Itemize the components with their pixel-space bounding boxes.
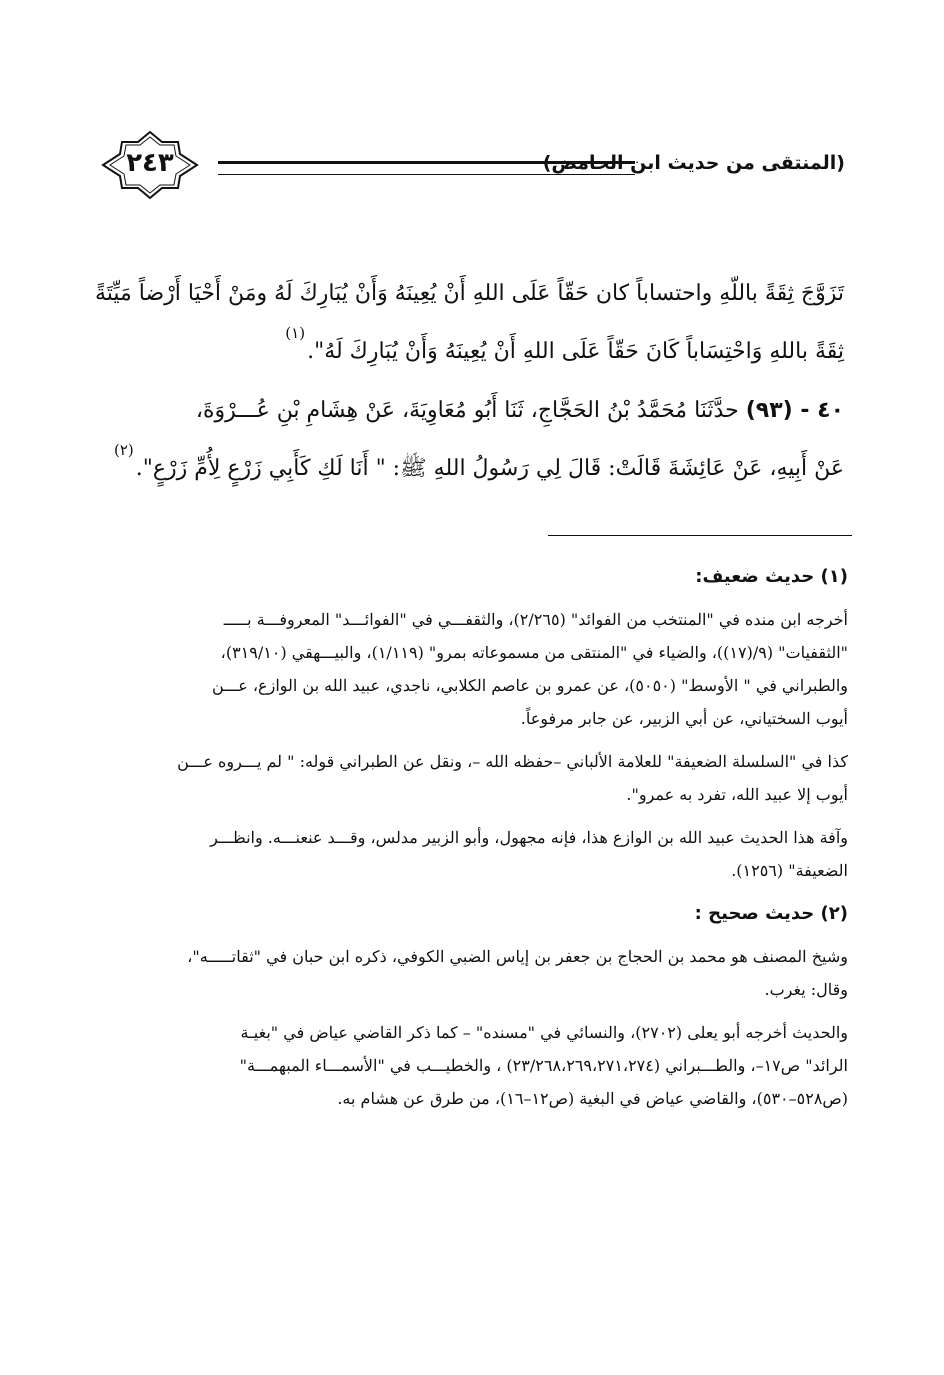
main-text xyxy=(94,265,844,499)
footnote-line: الرائد" ص١٧–، والطـــبراني (٢٣/٢٦٨،٢٦٩،٢٧١،٢٧٤) ، والخطيـــب في "الأسمـــاء المبهمـــة" xyxy=(239,1056,848,1075)
footnote-paragraph xyxy=(108,603,848,735)
footnote-line: والطبراني في " الأوسط" (٥٠٥٠)، عن عمرو بن عاصم الكلابي، ناجدي، عبيد الله بن الوازع، عـــن xyxy=(212,676,848,695)
page-number-badge xyxy=(100,130,200,200)
footnote-ref: (٢) xyxy=(113,441,134,459)
main-line-text: ثِقَةً باللهِ وَاحْتِسَاباً كَانَ حَقّاً عَلَى اللهِ أَنْ يُعِينَهُ وَأَنْ يُبَارِكَ لَهُ". xyxy=(307,339,844,364)
footnote-heading: (٢) حديث صحيح : xyxy=(694,903,848,924)
footnotes xyxy=(108,560,848,1125)
hadith-number: ٤٠ - (٩٣) xyxy=(745,398,844,423)
footnote-line: والحديث أخرجه أبو يعلى (٢٧٠٢)، والنسائي في "مسنده" – كما ذكر القاضي عياض في "بغيـة xyxy=(240,1023,848,1042)
main-line xyxy=(104,323,844,382)
main-line-text: حدَّثَنَا مُحَمَّدُ بْنُ الحَجَّاجِ، ثَنَا أَبُو مُعَاوِيَةَ، عَنْ هِشَامِ بْنِ عُـــرْوَةَ، xyxy=(195,398,739,423)
footnote-line: (ص٥٢٨–٥٣٠)، والقاضي عياض في البغية (ص١٢–١٦)، من طرق عن هشام به. xyxy=(337,1089,848,1108)
footnote-paragraph xyxy=(108,821,848,887)
footnote-line: وآفة هذا الحديث عبيد الله بن الوازع هذا، فإنه مجهول، وأبو الزبير مدلس، وقـــد عنعنـــه. وانظـــر xyxy=(210,828,848,847)
footnote-line: كذا في "السلسلة الضعيفة" للعلامة الألباني –حفظه الله –، ونقل عن الطبراني قوله: " لم يـــروه عـــن xyxy=(177,752,848,771)
footnote-line: وقال: يغرب. xyxy=(764,980,848,999)
footnote-line: وشيخ المصنف هو محمد بن الحجاج بن جعفر بن إياس الضبي الكوفي، ذكره ابن حبان في "ثقاتـــــه"، xyxy=(187,947,848,966)
main-line-text: عَنْ أَبِيهِ، عَنْ عَائِشَةَ قَالَتْ: قَالَ لِي رَسُولُ اللهِ ﷺ: " أَنَا لَكِ كَأَبِي زَرْعٍ لِأُمِّ زَرْعٍ". xyxy=(135,456,844,481)
footnote-line: "الثقفيات" (٩/(١٧))، والضياء في "المنتقى من مسموعاته بمرو" (١/١١٩)، والبيـــهقي (٣١٩/١٠)، xyxy=(220,643,848,662)
footnote-ref: (١) xyxy=(285,324,306,342)
main-line: تَزَوَّجَ ثِقَةً باللّهِ واحتساباً كان حَقّاً عَلَى اللهِ أَنْ يُعِينَهُ وَأَنْ يُبَارِكَ لَهُ ومَنْ أَحْيَا أَرْضاً مَيِّتَةً xyxy=(94,281,844,306)
footnote-line: أيوب إلا عبيد الله، تفرد به عمرو". xyxy=(626,785,848,804)
footnote-separator xyxy=(548,535,852,536)
footnote-line: الضعيفة" (١٢٥٦). xyxy=(731,861,848,880)
main-line xyxy=(104,440,844,499)
footnote-paragraph xyxy=(108,940,848,1006)
footnote-heading: (١) حديث ضعيف: xyxy=(695,566,848,587)
page-number: ٢٤٣ xyxy=(126,148,174,178)
page-header xyxy=(100,130,845,200)
footnote-line: أخرجه ابن منده في "المنتخب من الفوائد" (٢/٢٦٥)، والثقفـــي في "الفوائـــد" المعروفـــة بـــــ xyxy=(223,610,848,629)
main-line xyxy=(104,382,844,440)
footnote-paragraph xyxy=(108,1016,848,1115)
running-title: (المنتقى من حديث ابن الحامض) xyxy=(542,152,845,174)
footnote-line: أيوب السختياني، عن أبي الزبير، عن جابر مرفوعاً. xyxy=(520,709,848,728)
footnote-paragraph xyxy=(108,745,848,811)
